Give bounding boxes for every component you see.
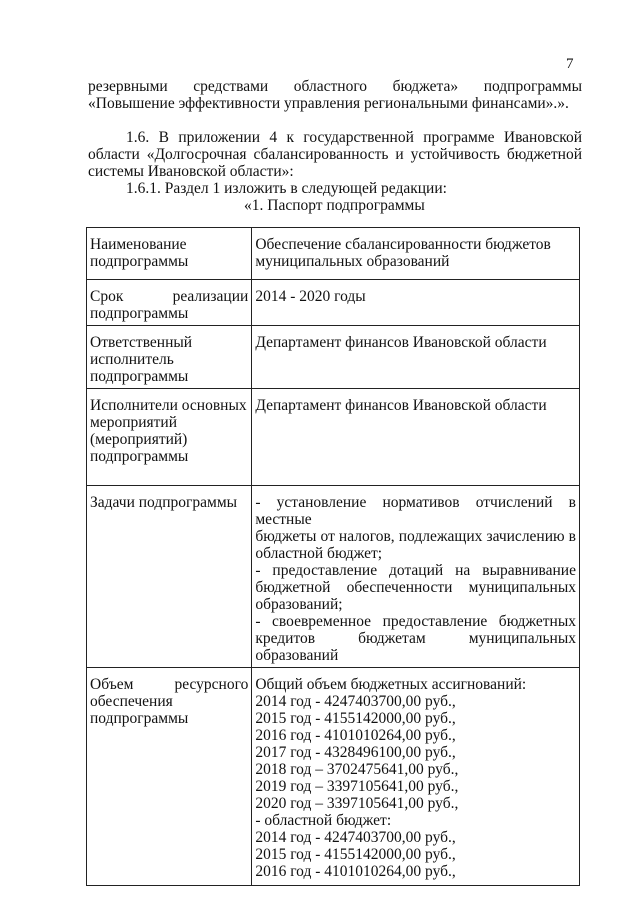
table-row (87, 668, 580, 886)
passport-table (86, 227, 580, 886)
row-label: Задачи подпрограммы (87, 486, 252, 668)
table-row (87, 280, 580, 326)
row-value: Департамент финансов Ивановской области (252, 326, 580, 389)
funding-line: 2016 год - 4101010264,00 руб., (255, 863, 456, 880)
intro-paragraph-2: 1.6. В приложении 4 к государственной программе Ивановской области «Долгосрочная сбалансированность и устойчивость бюджетной системы Ивановской области»: (88, 129, 582, 180)
row-label: Наименование подпрограммы (87, 228, 252, 280)
row-label-line: обеспечения подпрограммы (90, 693, 189, 727)
intro-paragraph-1: резервными средствами областного бюджета» подпрограммы «Повышение эффективности управления региональными финансами».». (88, 78, 582, 112)
row-label-line (90, 676, 248, 693)
page-number: 7 (566, 56, 574, 72)
table-row (87, 326, 580, 389)
funding-line: Общий объем бюджетных ассигнований: (255, 676, 527, 693)
row-value: 2014 - 2020 годы (252, 280, 580, 326)
table-row (87, 228, 580, 280)
task-line: - своевременное предоставление бюджетных (255, 613, 576, 630)
funding-line: - областной бюджет: (255, 812, 392, 829)
row-label (87, 280, 252, 326)
funding-line: 2016 год - 4101010264,00 руб., (255, 727, 456, 744)
task-line: кредитов бюджетам муниципальных образований (255, 630, 576, 664)
row-label: Исполнители основных мероприятий (мероприятий) подпрограммы (87, 389, 252, 486)
funding-line: 2015 год - 4155142000,00 руб., (255, 846, 456, 863)
task-line: - предоставление дотаций на выравнивание (255, 562, 576, 579)
row-value: Департамент финансов Ивановской области (252, 389, 580, 486)
funding-line: 2014 год - 4247403700,00 руб., (255, 693, 456, 710)
row-label-word: Срок (90, 288, 124, 305)
intro-paragraph-3: 1.6.1. Раздел 1 изложить в следующей редакции: (126, 180, 447, 197)
funding-line: 2018 год – 3702475641,00 руб., (255, 761, 459, 778)
task-line: бюджетной обеспеченности муниципальных (255, 579, 576, 596)
row-label-word: ресурсного (174, 676, 249, 693)
row-label-word: Объем (90, 676, 134, 693)
task-line: образований; (255, 596, 343, 613)
passport-heading: «1. Паспорт подпрограммы (244, 197, 425, 214)
row-value: Обеспечение сбалансированности бюджетов муниципальных образований (252, 228, 580, 280)
funding-line: 2019 год – 3397105641,00 руб., (255, 778, 459, 795)
task-line: бюджеты от налогов, подлежащих зачислению в (255, 528, 576, 545)
row-label (87, 668, 252, 886)
funding-line: 2014 год - 4247403700,00 руб., (255, 829, 456, 846)
funding-line: 2015 год - 4155142000,00 руб., (255, 710, 456, 727)
row-label: Ответственный исполнитель подпрограммы (87, 326, 252, 389)
row-value (252, 486, 580, 668)
funding-line: 2020 год – 3397105641,00 руб., (255, 795, 459, 812)
row-label-line (90, 288, 248, 305)
row-label-word: реализации (172, 288, 249, 305)
table-row (87, 389, 580, 486)
funding-line: 2017 год - 4328496100,00 руб., (255, 744, 456, 761)
task-line: - установление нормативов отчислений в местные (255, 494, 576, 528)
table-row (87, 486, 580, 668)
row-label-line: подпрограммы (90, 305, 189, 322)
row-value (252, 668, 580, 886)
task-line: областной бюджет; (255, 545, 383, 562)
